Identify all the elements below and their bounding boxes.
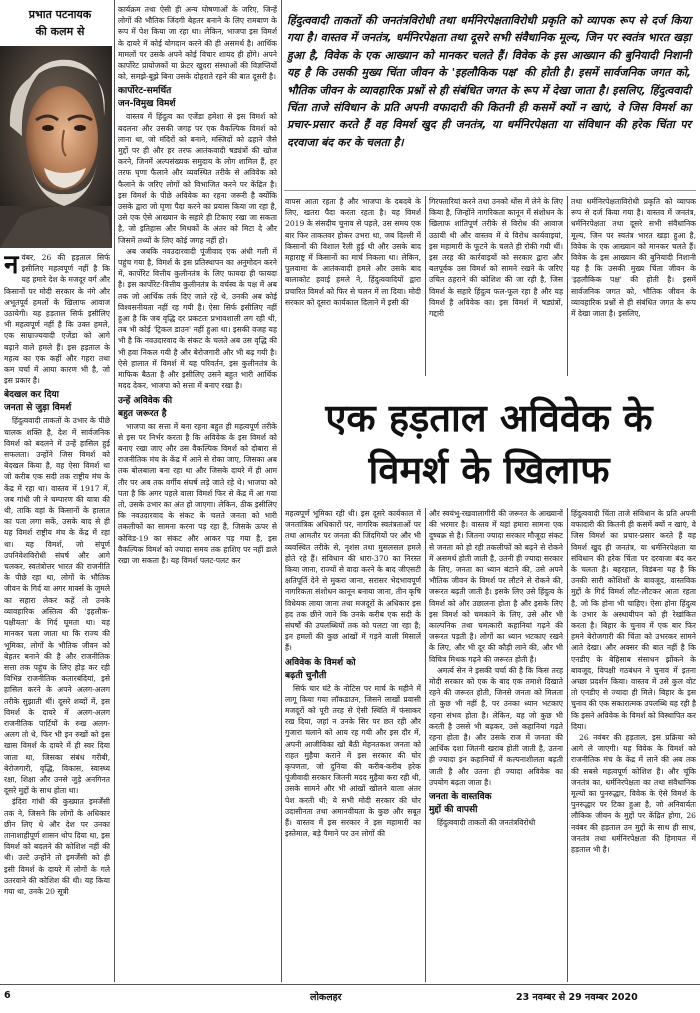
paragraph: हिंदुत्ववादी ताकतों की जनतंत्रविरोधी [437,818,536,828]
article-column-3-upper [285,196,421,376]
article-column-5-lower [571,508,696,982]
issue-date: 23 नवम्बर से 29 नवम्बर 2020 [516,992,638,1003]
paragraph: और स्वयंभू-रखवालागीरी की जरूरत के आख्यानों की भरमार है। वास्तव में यहां हमारा सामना एक दुष्चक्र से है। जितना ज्यादा सरकार मौजूदा संकट से जनता को हो रही तकलीफों को बढ़ने से रोकने में असमर्थ होती जाती है, उतनी ही ज्यादा सरकार के लिए, जनता का ध्यान बंटाने की, उसे अपने भौतिक जीवन के विमर्श पर लौटने से रोकने की, जरूरत बढ़ती जाती है। इसके लिए उसे हिंदुत्व के विमर्श को और उछालना होता है और इसके लिए इस विमर्श को चमकाने के लिए, उसे और भी काल्पनिक तथा चमत्कारी कहानियां गढ़ने की जरूरत पड़ती है। लोगों का ध्यान भटकाए रखने के लिए, और भी दूर की कौड़ी लाने की, और भी विचित्र मिथक गढ़ने की जरूरत होती है। [429,509,563,664]
paragraph: हिंदुत्ववादी ताकतों के उभार के पीछे चालक शक्ति है, देश में सार्वजनिक विमर्श को बदलने में उन्हें हासिल हुई सफलता। उन्होंने जिस विमर्श को बेदखल किया है, वह ऐसा विमर्श था जो करीब एक सदी तक राष्ट्रीय मंच के केंद्र में रहा था। वास्तव में 1917 में, जब गांधी जी ने चम्पारण की यात्रा की थी, ताकि वहां के किसानों के हालात का पता लगा सकें, उसके बाद से ही यह विमर्श राष्ट्रीय मंच के केंद्र में रहा था। यह विमर्श, जो संपूर्ण उपनिवेशविरोधी संघर्ष और आगे चलकर, स्वतंत्रोत्तर भारत की राजनीति के पीछे रहा था, लोगों के भौतिक जीवन के गिर्द या अगर मार्क्स के जुमले का सहारा लेकर कहें तो उनके व्यावहारिक अस्तित्व की 'इहलौक-पक्षीयता' के गिर्द घूमता था। यह मानकर चला जाता था कि राज्य की भूमिका, लोगों के भौतिक जीवन को बेहतर बनाने की है और राजनीतिक सत्ता तक पहुंच के लिए होड़ कर रही विभिन्न राजनीतिक कतारबंदियां, इसे हासिल करने के अपने अलग-अलग तरीके सुझाती थीं। दूसरे शब्दों में, इस विमर्श के दायरे में अलग-अलग राजनीतिक पार्टियों के रुख अलग-अलग तो थे, फिर भी इन रुखों को इस खास विमर्श के दायरे में ही स्वर दिया जाता था, जिसका संबंध गरीबी, बेरोजगारी, वृद्धि, विकास, स्वास्थ्य रक्षा, शिक्षा और उनसे जुड़े अनगिनत दूसरे मुद्दों के साथ होता था। [4,416,110,796]
paragraph: सिर्फ चार घंटे के नोटिस पर मार्च के महीने में लागू किया गया लॉकडाउन, जिसने लाखों प्रवासी मजदूरों को पूरी तरह से ऐसी स्थिति में फंसाकर रख दिया, जहां न उनके सिर पर छत रही और गुजारा चलाने को आय रह गयी और इस दौर में, अपनी आजीविका खो बैठी मेहनतकश जनता को राहत मुहैया कराने में इस सरकार की घोर कृपणता, जो दुनिया की करीब-करीब हरेक पूंजीवादी सरकार जितनी मदद मुहैया करा रही थी, उसके सामने और भी आंखों खोलने वाला अंतर पेश करती थी; ये सभी मोदी सरकार की घोर उदासीनता तथा अमानवीयता के कुछ और सबूत हैं। वास्तव में इस सरकार ने इस महामारी का इस्तेमाल, बड़े पैमाने पर उन लोगों की [285,683,421,839]
drop-cap: न [4,252,19,280]
paragraph: वास्तव में हिंदुत्व का एजेंडा हमेशा से इस विमर्श को बदलना और उसकी जगह पर एक वैकल्पिक विमर्श को लाना था, जो मंदिरों को बनाने, मस्जिदों को ढहाने जैसे मुद्दों पर ही और हर तरफ आतंकवादी षड्यंत्रों की खोज करने, जिनमें अल्पसंख्यक समुदाय के लोग शामिल हैं, हर तरफ घृणा फैलाने और व्यवस्थित तरीके से अविवेक को फैलाने के जरिए लोगों को विभाजित करने पर केंद्रित है। इस विमर्श के पीछे अविवेक का रहना जरूरी है क्योंकि उसके द्वारा जो घृणा पैदा करने का प्रयास किया जा रहा है, उसे एक ऐसे आख्यान के सहारे ही टिकाए रखा जा सकता है, जो इतिहास और मिथकों के अंतर को मिटा दे और जिसमें तथ्यों के लिए कोई जगह नहीं हो। [118,112,277,245]
headline [293,392,685,496]
column-rule [281,0,282,982]
subheading: जनता से जुड़ा विमर्श [4,403,72,414]
pull-quote: हिंदुत्ववादी ताकतों की जनतंत्रविरोधी तथा धर्मनिरपेक्षताविरोधी प्रकृति को व्यापक रूप से दर्ज किया गया है। वास्तव में जनतंत्र, धर्मनिरपेक्षता तथा दूसरे सभी संवैधानिक मूल्य, जिन पर स्वतंत्र भारत खड़ा हुआ है, विवेक के एक आख्यान को मानकर चलते हैं। विवेक के इस आख्यान की बुनियादी निशानी यह है कि उसकी मुख्य चिंता जीवन के 'इहलौकिक पक्ष' की होती है। इसमें सार्वजनिक जगत को, भौतिक जीवन के व्यावहारिक प्रश्नों से ही संबंधित जगत के रूप में देखा जाता है। इसलिए, हिंदुत्ववादी चिंता ताजे संविधान के प्रति अपनी वफादारी की कितनी ही कसमें क्यों न खाएं, वे जिस विमर्श का प्रचार-प्रसार करते हैं वह विमर्श खुद ही जनतंत्र, या धर्मनिरपेक्षता या संविधान की हरेक चिंता पर दरवाजा बंद कर के चलता है। [287,14,691,149]
paragraph: महत्वपूर्ण भूमिका रही थी। इस दूसरे कार्यकाल में जनतांत्रिक अधिकारों पर, नागरिक स्वतंत्रताओं पर तथा आमतौर पर जनता की जिंदगियों पर और भी व्यवस्थित तरीके से, नृशंस तथा मुसलसल हमले होते रहे हैं। संविधान की धारा-370 का निरस्त किया जाना, राज्यों से वादा करने के बाद जीएसटी क्षतिपूर्ति देने से मुकरा जाना, सरासर भेदभावपूर्ण नागरिकता संशोधन कानून बनाया जाना, तीन कृषि विधेयक लाया जाना तथा मजदूरों के अधिकार इस हद तक छीने जाने कि उनके करीब एक सदी के संघर्षों की उपलब्धियों तक को पलटा जा रहा है; इन हमलों की कुछ आंखों में गड़ने वाली मिसालें हैं। [285,509,421,653]
subheading: जन-विमुख विमर्श [118,99,176,110]
paragraph: हिंदुत्ववादी चिंता ताजे संविधान के प्रति अपनी वफादारी की कितनी ही कसमें क्यों न खाएं, वे जिस विमर्श का प्रचार-प्रसार करते हैं वह विमर्श खुद ही जनतंत्र, या धर्मनिरपेक्षता या संविधान की हरेक चिंता पर दरवाजा बंद कर के चलता है। बहरहाल, विडंबना यह है कि उनकी सारी कोशिशों के बावजूद, वास्तविक मुद्दों के गिर्द विमर्श लौट-लौटकर आता रहता है, जो कि होना भी चाहिए। ऐसा होना हिंदुत्व के उभार के अस्थायीपन को ही रेखांकित करता है। बिहार के चुनाव में एक बार फिर हमने बेरोजगारी की चिंता को उभरकर सामने आते देखा। और अक्सर की बात नहीं है कि एनडीए के बेहिसाब संसाधन झोंकने के बावजूद, विपक्षी गठबंधन ने चुनाव में इतना अच्छा प्रदर्शन किया। वास्तव में उसे कुल वोट तो एनडीए से ज्यादा ही मिले। बिहार के इस चुनाव की एक सकारात्मक उपलब्धि यह रही है कि इसने अविवेक के विमर्श को विस्थापित कर दिया। [571,509,696,731]
column-rule [567,196,568,376]
headline-line-1: एक हड़ताल अविवेक के [325,396,653,440]
paragraph: कार्यक्रम तथा ऐसी ही अन्य घोषणाओं के जरिए, जिन्हें लोगों की भौतिक जिंदगी बेहतर बनाने के लिए रामबाण के रूप में पेश किया जा रहा था। लेकिन, भाजपा इस विमर्श के दायरे में कोई योगदान करने की ही असमर्थ है। आर्थिक मामलों पर उसके अपने कोई विचार शायद ही होंगे। अपने कार्पोरेट प्रायोजकों या फ्रेटर खुदरा संस्थाओं की विज्ञप्तियों को, समझे-बूझे बिना उसके दोहराते रहने की बात दूसरी है। [118,5,277,82]
article-column-2 [118,4,277,982]
subheading: अविवेक के विमर्श को [285,657,356,668]
paragraph: अमर्त्य सेन ने इसकी चर्चा की है कि किस तरह मोदी सरकार को एक के बाद एक तमाशे दिखाते रहने की जरूरत होती, जिनसे जनता को मिलता तो कुछ भी नहीं है, पर उनका ध्यान भटकाए रहना संभव होता है। लेकिन, यह जो कुछ भी करती है उससे भी बढ़कर, उसे कहानियां गढ़ते रहना होता है। और उसके राज में जनता की आर्थिक दशा जितनी खराब होती जाती है, उतना ही ज्यादा इन कहानियों में कल्पनाशीलता बढ़ती जाती है और उतना ही ज्यादा अविवेक का उपयोग बढ़ता जाता है। [429,665,563,787]
byline-tagline: की कलम से [35,25,85,38]
subheading: उन्हें अविवेक की [118,395,173,406]
author-byline [6,6,114,42]
byline-name: प्रभात पटनायक [28,8,92,21]
subheading: जनता के वास्तविक [429,792,492,803]
subheading: कार्पोरेट-समर्थित [118,86,172,97]
column-rule [114,0,115,982]
column-rule [567,508,568,982]
column-rule [425,196,426,376]
article-column-1 [4,252,110,982]
article-column-4-upper [429,196,563,376]
newspaper-name: लोकलहर [310,992,342,1003]
paragraph: इंदिरा गांधी की कुख्यात इमर्जेंसी तक ने, जिसने कि लोगों के अधिकार छीन लिए थे और देश पर उनका तानाशाहीपूर्ण शासन थोप दिया था, इस विमर्श को बदलने की कोशिश नहीं की थी। उल्टे उन्होंने तो इमर्जेंसी को ही इसी विमर्श के दायरे में लोगों के गले उतरवाने की कोशिश की थी। यह किया गया था, उनके 20 सूत्री [4,797,110,896]
paragraph: तथा धर्मनिरपेक्षताविरोधी प्रकृति को व्यापक रूप से दर्ज किया गया है। वास्तव में जनतंत्र, धर्मनिरपेक्षता तथा दूसरे सभी संवैधानिक मूल्य, जिन पर स्वतंत्र भारत खड़ा हुआ है, विवेक के एक आख्यान को मानकर चलते हैं। विवेक के इस आख्यान की बुनियादी निशानी यह है कि उसकी मुख्य चिंता जीवन के 'इहलौकिक पक्ष' की होती है। इसमें सार्वजनिक जगत को, भौतिक जीवन के व्यावहारिक प्रश्नों से ही संबंधित जगत के रूप में देखा जाता है। इसलिए, [571,197,696,319]
paragraph: वंबर, 26 की हड़ताल सिर्फ इसीलिए महत्वपूर्ण नहीं है कि यह हमारे देश के मजदूर वर्ग और किसानों पर मोदी सरकार के नंगे और अभूतपूर्व हमलों के खिलाफ आवाज उठायेगी। यह हड़ताल सिर्फ इसीलिए भी महत्वपूर्ण नहीं है कि उक्त हमले, एक साम्राज्यवादी एजेंडा को आगे बढ़ाने वाले हमले हैं। इस हड़ताल के महत्व का एक कहीं और गहरा तथा कम चर्चा में आया कारण भी है, जो इस प्रकार है। [4,253,110,386]
author-portrait-illustration [0,46,112,248]
paragraph: भाजपा का सत्ता में बना रहना बहुत ही महत्वपूर्ण तरीके से इस पर निर्भर करता है कि अविवेक के इस विमर्श को बनाए रखा जाए और उस वैकल्पिक विमर्श को दोबारा से राजनीतिक मंच के केंद्र में आने से रोका जाए, जिसका अब तक बोलबाला बना रहा था और जिसके दायरे में ही आम तौर पर अब तक वर्गीय संघर्ष लड़े जाते रहे थे। भाजपा को पता है कि अगर पहले वाला विमर्श फिर से केंद्र में आ गया तो, उसके उभार का अंत हो जाएगा। लेकिन, ठीक इसीलिए कि नवउदारवाद के संकट के चलते जनता को भारी तकलीफों का सामना करना पड़ रहा है, जिसके ऊपर से कोविड-19 का संकट और आकर पड़ गया है, इस वैकल्पिक विमर्श को ज्यादा समय तक हाशिए पर नहीं डाले रखा जा सकता है। यह विमर्श पलट-पलट कर [118,421,277,565]
paragraph: 26 नवंबर की हड़ताल, इस प्रक्रिया को आगे ले जाएगी। यह विवेक के विमर्श को राजनीतिक मंच के केंद्र में लाने की अब तक की सबसे महत्वपूर्ण कोशिश है। और चूंकि जनतंत्र का, धर्मनिरपेक्षता का तथा संवैधानिक मूल्यों का पुनरुद्धार, विवेक के ऐसे विमर्श के पुनरुद्धार पर टिका हुआ है, जो अनिवार्यतः लौकिक जीवन के मुद्दों पर केंद्रित होगा, 26 नवंबर की हड़ताल उन मुद्दों के साथ ही साथ, जनतंत्र तथा धर्मनिरपेक्षता की हिमायत में हड़ताल भी है। [571,733,696,855]
paragraph: अब जबकि नवउदारवादी पूंजीवाद एक अंधी गली में पहुंच गया है, विमर्श के इस प्रतिस्थापन का अनुमोदन करने में, कार्पोरेट वित्तीय कुलीनतंत्र के लिए फायदा ही फायदा है। इस कार्पोरेट-वित्तीय कुलीनतंत्र के वर्चस्व के पक्ष में अब तक जो आर्थिक तर्क दिए जाते रहे थे, उनकी अब कोई विश्वसनीयता नहीं रह गयी है। ऐसा सिर्फ इसीलिए नहीं हुआ है कि जब वृद्धि दर प्रकटतः प्रभावशाली लग रही थी, तब भी कोई 'ट्रिकल डाउन' नहीं हुआ था। इसकी वजह यह भी है कि नवउदारवाद के संकट के चलते अब उस वृद्धि की भी हवा निकल गयी है और बेरोजगारी और भी बढ़ गयी है। ऐसे हालात में विमर्श में यह परिवर्तन, इस कुलीनतंत्र के माफिक बैठता है और इसीलिए उसने बहुत भारी आर्थिक मदद देकर, भाजपा को सत्ता में बनाए रखा है। [118,246,277,391]
paragraph: गिरफ्तारियां करने तथा उनको थोंस में लेने के लिए किया है, जिन्होंने नागरिकता कानून में संशोधन के खिलाफ शांतिपूर्ण तरीके से विरोध की आवाज उठायी थी और वास्तव में ये विरोध कार्यवाइयां, इस महामारी के फूटने के चलते ही रोकी गयी थीं। इस तरह की कार्रवाइयों को सरकार द्वारा और बलपूर्वक उस विमर्श को सामने रखने के जरिए उचित ठहराने की कोशिश की जा रही है, जिस विमर्श के सहारे हिंदुत्व फल-फूल रहा है और यह विमर्श है अविवेक का। इस विमर्श में षड्यंत्रों, गद्दारी [429,197,563,319]
page-number: 6 [4,990,11,1001]
paragraph: वापस आता रहता है और भाजपा के दबदबे के लिए, खतरा पैदा करता रहता है। यह विमर्श 2019 के संसदीय चुनाव से पहले, उस समय एक बार फिर ताकतवर होकर उभरा था, जब दिल्ली में किसानों की विशाल रैली हुई थी और उसके बाद महाराष्ट्र में किसानों का मार्च निकला था। लेकिन, पुलवामा के आतंकवादी हमले और उसके बाद बालाकोट हवाई हमले ने, हिंदुत्ववादियों द्वारा प्रचारित विमर्श को फिर से चलन में ला दिया। मोदी सरकार को दूसरा कार्यकाल दिलाने में इसी की [285,197,421,307]
subheading: मुद्दों की वापसी [429,805,478,816]
headline-line-2: विमर्श के खिलाफ [368,448,610,492]
column-rule [425,508,426,982]
subheading: बेदखल कर दिया [4,390,59,401]
article-column-3-lower [285,508,421,982]
subheading: बढ़ती चुनौती [285,670,327,681]
quote-rule [284,190,696,191]
article-column-5-upper [571,196,696,376]
article-column-4-lower [429,508,563,982]
footer-rule [0,984,700,985]
author-photo [0,46,112,248]
subheading: बहुत जरूरत है [118,408,167,419]
